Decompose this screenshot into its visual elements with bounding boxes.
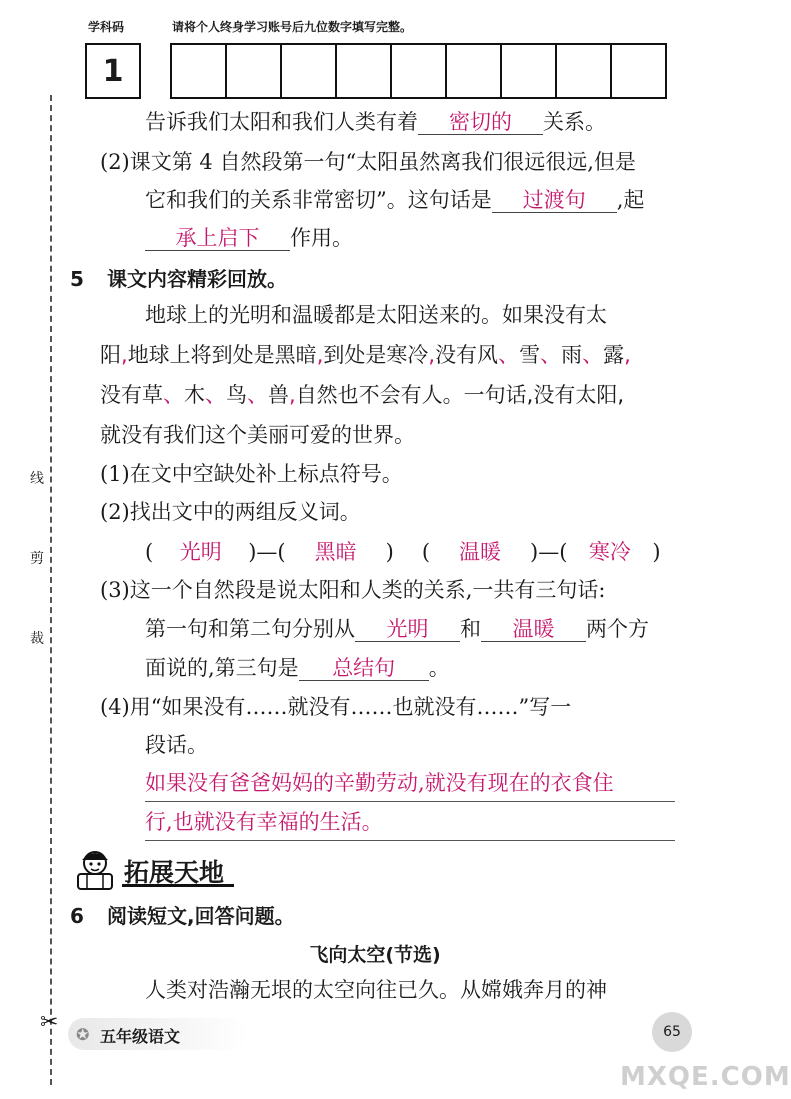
digit-box[interactable]	[445, 43, 502, 99]
answer-rule	[145, 840, 675, 841]
q5-text: 自然也不会有人。一句话,没有太阳,	[295, 383, 625, 407]
filled-punctuation: 、	[205, 383, 226, 407]
digit-box[interactable]	[225, 43, 282, 99]
filled-punctuation: ,	[624, 343, 631, 367]
section-title: 拓展天地	[124, 858, 225, 887]
q5-number: 5	[70, 267, 84, 291]
q5-sub3-text: 第一句和第二句分别从	[145, 617, 355, 641]
article-line1: 人类对浩瀚无垠的太空向往已久。从嫦娥奔月的神	[145, 978, 607, 1002]
paren: (	[559, 540, 568, 564]
q6-header	[70, 900, 295, 929]
q5-sub3-text: 和	[460, 617, 481, 641]
q5-passage-line4: 就没有我们这个美丽可爱的世界。	[100, 423, 415, 447]
star-icon: ✪	[76, 1025, 90, 1044]
q4-answer-3: 承上启下	[145, 226, 290, 251]
paren: (	[277, 540, 286, 564]
q4-answer-2: 过渡句	[492, 188, 617, 213]
paren: )	[248, 540, 257, 564]
filled-punctuation: ,	[428, 343, 436, 367]
q5-passage-line1: 地球上的光明和温暖都是太阳送来的。如果没有太	[145, 303, 607, 327]
antonym-dash: —	[538, 540, 560, 564]
antonym-3: 温暖	[459, 540, 502, 564]
digit-box[interactable]	[280, 43, 337, 99]
filled-punctuation: 、	[540, 343, 562, 367]
filled-punctuation: ,	[289, 383, 296, 407]
q4-sub2-line1: (2)课文第 4 自然段第一句“太阳虽然离我们很远很远,但是	[100, 150, 636, 174]
q4-line1-text: 告诉我们太阳和我们人类有着	[145, 110, 418, 134]
q5-sub3-line2	[145, 617, 649, 642]
q5-text: 雨	[561, 343, 583, 367]
antonym-dash: —	[256, 540, 278, 564]
digit-box[interactable]	[610, 43, 667, 99]
side-char-xian: 线	[30, 471, 44, 487]
article-title: 飞向太空(节选)	[309, 944, 441, 966]
q4-sub2-line2	[145, 188, 644, 213]
q5-text: 木	[184, 383, 205, 407]
q5-text: 没有草	[100, 383, 163, 407]
q5-sub3-answer-3: 总结句	[299, 656, 429, 681]
q5-sub3-answer-1: 光明	[355, 617, 460, 642]
q5-title: 课文内容精彩回放。	[107, 267, 288, 291]
q5-sub2: (2)找出文中的两组反义词。	[100, 500, 361, 524]
q6-number: 6	[70, 904, 84, 928]
page-number: 65	[652, 1012, 692, 1052]
paren: )	[652, 540, 661, 564]
section-underline	[122, 884, 234, 887]
filled-punctuation: 、	[163, 383, 184, 407]
q5-sub3-text: 两个方	[586, 617, 649, 641]
filled-punctuation: 、	[582, 343, 604, 367]
antonym-2: 黑暗	[314, 540, 357, 564]
q5-sub1: (1)在文中空缺处补上标点符号。	[100, 462, 403, 486]
q4-line1	[145, 110, 606, 135]
subject-code-label: 学科码	[88, 20, 125, 34]
digit-box[interactable]	[170, 43, 227, 99]
q4-sub2-line2-post: ,起	[616, 188, 645, 212]
side-char-jian: 剪	[30, 551, 44, 567]
q5-sub3-text: 面说的,第三句是	[145, 656, 299, 680]
paren: )	[530, 540, 539, 564]
answer-rule	[145, 801, 675, 802]
scissors-icon: ✂	[40, 1010, 59, 1035]
watermark: MXQE.COM	[620, 1062, 791, 1092]
q5-text: 没有风	[435, 343, 499, 367]
antonym-1: 光明	[179, 540, 222, 564]
q5-text: 到处是寒冷	[323, 343, 429, 367]
header-instruction: 请将个人终身学习账号后九位数字填写完整。	[172, 20, 413, 34]
q5-sub3-text: 。	[428, 656, 450, 680]
footer-grade-label: 五年级语文	[100, 1027, 181, 1046]
q6-title: 阅读短文,回答问题。	[107, 904, 295, 928]
q4-sub2-line3-post: 作用。	[290, 226, 353, 250]
q5-text: 露	[603, 343, 625, 367]
digit-box[interactable]	[390, 43, 447, 99]
q5-sub4-line2: 段话。	[145, 733, 208, 757]
filled-punctuation: 、	[247, 383, 268, 407]
q4-sub2-line3	[145, 226, 353, 251]
subject-code-box	[85, 43, 141, 99]
footer-grade-pill	[68, 1018, 248, 1050]
q5-sub3-line3	[145, 656, 450, 681]
q5-sub3-answer-2: 温暖	[481, 617, 586, 642]
q5-passage-line2	[100, 343, 631, 367]
paren: (	[421, 540, 431, 564]
subject-code-value: 1	[102, 53, 124, 89]
paren: (	[145, 540, 154, 564]
q5-passage-line3	[100, 383, 624, 407]
q4-sub2-line2-text: 它和我们的关系非常密切”。这句话是	[145, 188, 492, 212]
digit-box[interactable]	[500, 43, 557, 99]
side-char-cai: 裁	[30, 631, 44, 647]
cut-line	[50, 95, 52, 1085]
q5-sub4-answer-line2: 行,也就没有幸福的生活。	[145, 810, 383, 834]
digit-box[interactable]	[335, 43, 392, 99]
filled-punctuation: ,	[121, 343, 128, 367]
filled-punctuation: 、	[498, 343, 520, 367]
mascot-icon	[70, 848, 120, 888]
q5-sub4-answer-line1: 如果没有爸爸妈妈的辛勤劳动,就没有现在的衣食住	[145, 771, 614, 795]
q5-text: 雪	[519, 343, 541, 367]
q5-sub4-line1: (4)用“如果没有……就没有……也就没有……”写一	[100, 695, 572, 719]
q5-text: 地球上将到处是黑暗	[127, 343, 317, 367]
q5-sub3-line1: (3)这一个自然段是说太阳和人类的关系,一共有三句话:	[100, 578, 606, 602]
q4-answer-1: 密切的	[418, 110, 543, 135]
filled-punctuation: ,	[316, 343, 324, 367]
antonym-row	[145, 540, 661, 564]
digit-box[interactable]	[555, 43, 612, 99]
q5-text: 鸟	[226, 383, 247, 407]
q4-line1-post: 关系。	[543, 110, 606, 134]
q5-text: 阳	[100, 343, 121, 367]
q5-header	[70, 263, 287, 292]
q5-text: 兽	[268, 383, 289, 407]
paren: )	[385, 540, 394, 564]
antonym-4: 寒冷	[588, 540, 631, 564]
